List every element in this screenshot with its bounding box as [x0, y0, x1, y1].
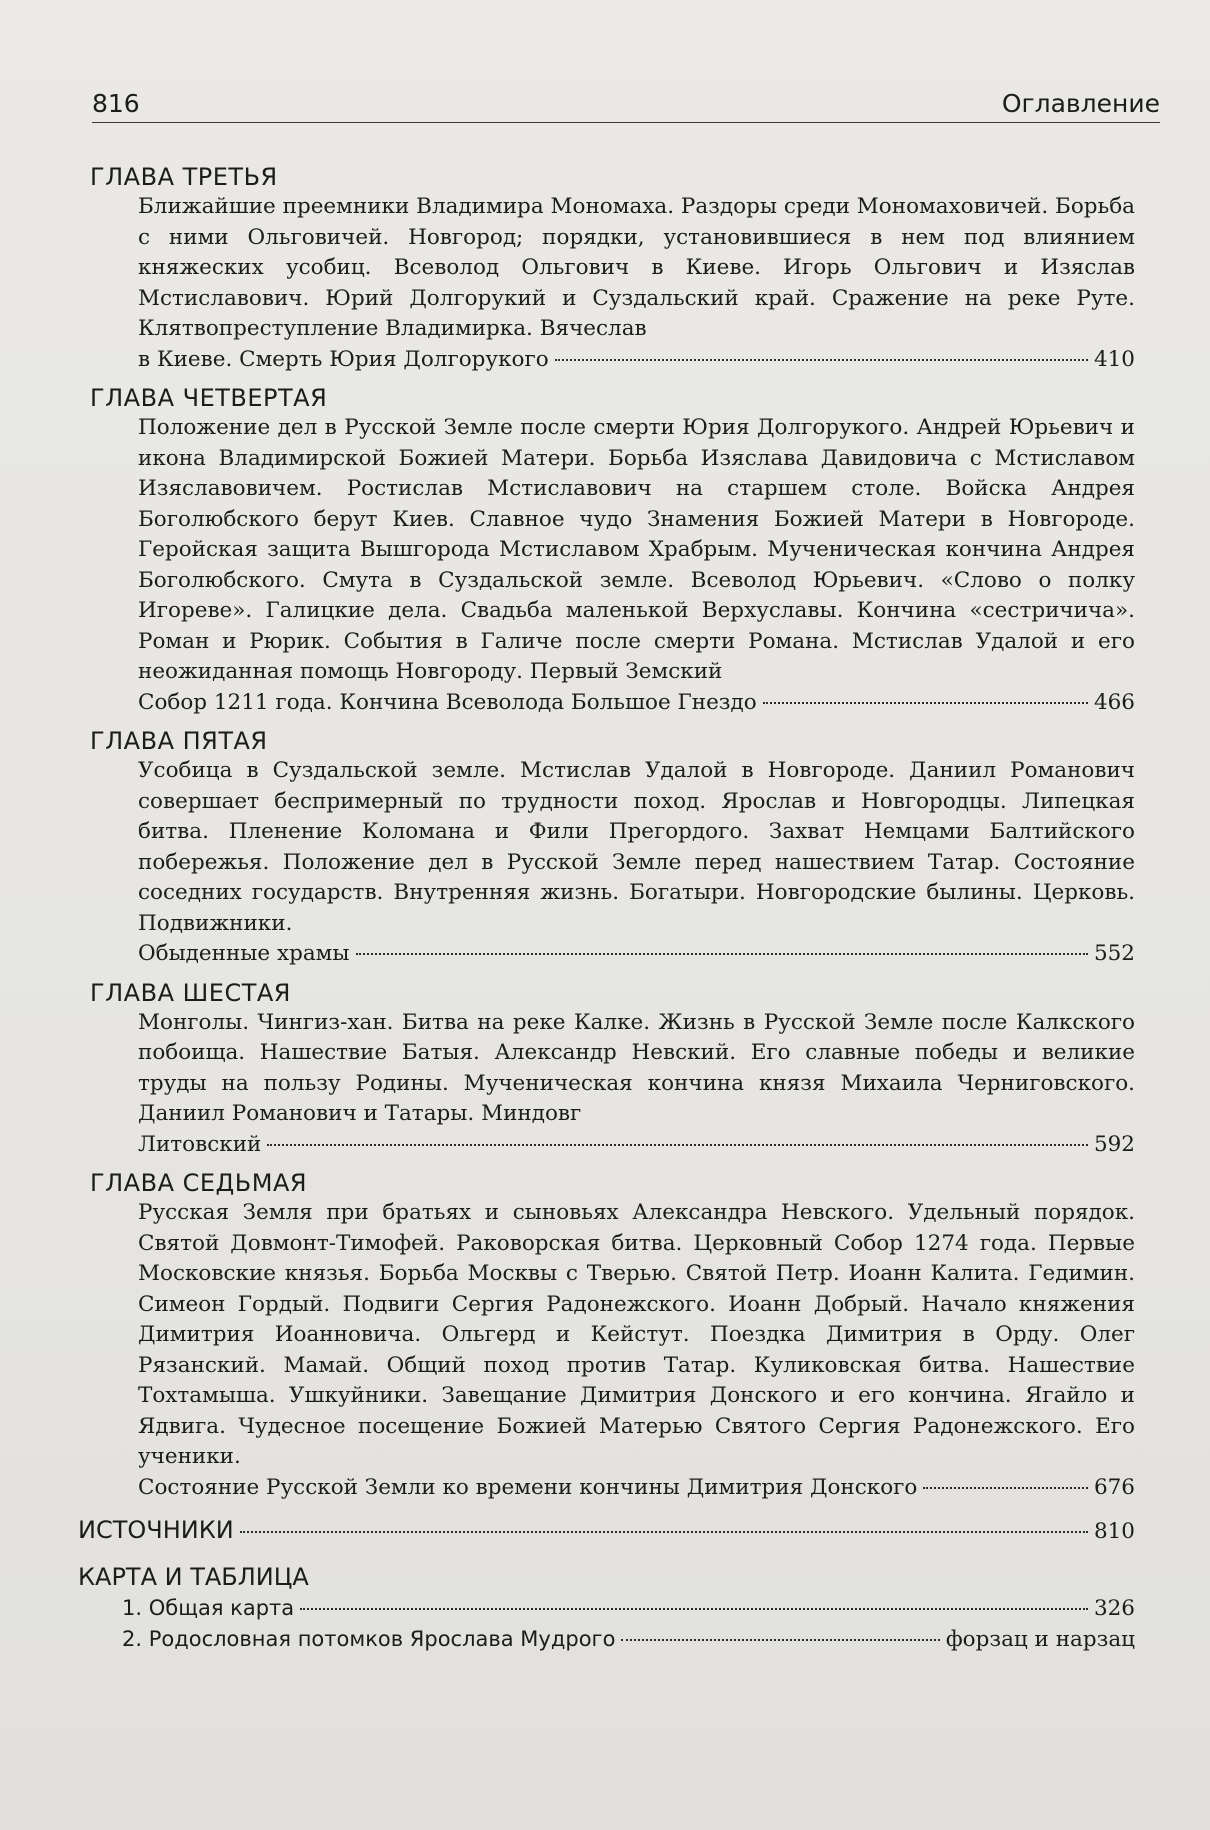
maps-item-genealogy [122, 1624, 1135, 1655]
chapter-entry-line [138, 939, 1135, 970]
chapter-summary-text: Положение дел в Русской Земле после смерти Юрия Долгорукого. Андрей Юрьевич и икона Владимирской Божией Матери. Борьба Изяслава Давидовича с Мстиславом Изяславовичем. Ростислав Мстиславович на старшем столе. Войска Андрея Боголюбского берут Киев. Славное чудо Знамения Божией Матери в Новгороде. Геройская защита Вышгорода Мстиславом Храбрым. Мученическая кончина Андрея Боголюбского. Смута в Суздальской земле. Всеволод Юрьевич. «Слово о полку Игореве». Галицкие дела. Свадьба маленькой Верхуславы. Кончина «сестричича». Роман и Рюрик. События в Галиче после смерти Романа. Мстислав Удалой и его неожиданная помощь Новгороду. Первый Земский [138, 415, 1135, 684]
maps-item-label: 1. Общая карта [122, 1596, 295, 1620]
chapter-title: ГЛАВА ТРЕТЬЯ [90, 163, 278, 191]
chapter-page-number: 592 [1093, 1131, 1135, 1157]
toc-chapter-6 [74, 978, 1145, 1161]
dot-leader [300, 1608, 1088, 1610]
chapter-title: ГЛАВА СЕДЬМАЯ [90, 1169, 308, 1197]
maps-item-general-map [122, 1593, 1135, 1624]
running-title: Оглавление [1001, 89, 1160, 118]
chapter-page-number: 466 [1093, 689, 1135, 715]
page-header [92, 72, 1160, 123]
dot-leader [555, 359, 1088, 361]
chapter-summary-text: Русская Земля при братьях и сыновьях Александра Невского. Удельный порядок. Святой Довмонт-Тимофей. Раковорская битва. Церковный Собор 1274 года. Первые Московские князья. Борьба Москвы с Тверью. Святой Петр. Иоанн Калита. Гедимин. Симеон Гордый. Подвиги Сергия Радонежского. Иоанн Добрый. Начало княжения Димитрия Иоанновича. Ольгерд и Кейстут. Поездка Димитрия в Орду. Олег Рязанский. Мамай. Общий поход против Татар. Куликовская битва. Нашествие Тохтамыша. Ушкуйники. Завещание Димитрия Донского и его кончина. Ягайло и Ядвига. Чудесное посещение Божией Матерью Святого Сергия Радонежского. Его ученики. [138, 1200, 1135, 1469]
table-of-contents [74, 162, 1145, 1655]
chapter-summary [138, 1198, 1135, 1503]
chapter-summary [138, 413, 1135, 718]
chapter-title: ГЛАВА ПЯТАЯ [90, 727, 268, 755]
toc-chapter-7 [74, 1168, 1145, 1503]
maps-item-label: 2. Родословная потомков Ярослава Мудрого [122, 1627, 616, 1651]
dot-leader [621, 1639, 939, 1641]
chapter-summary-last-line: в Киеве. Смерть Юрия Долгорукого [138, 346, 549, 372]
chapter-summary-text: Монголы. Чингиз-хан. Битва на реке Калке. Жизнь в Русской Земле после Калкского побоища. Нашествие Батыя. Александр Невский. Его славные победы и великие труды на пользу Родины. Мученическая кончина князя Михаила Черниговского. Даниил Романович и Татары. Миндовг [138, 1009, 1135, 1126]
chapter-summary-text: Ближайшие преемники Владимира Мономаха. Раздоры среди Мономаховичей. Борьба с ними Ольговичей. Новгород; порядки, установившиеся в нем под влиянием княжеских усобиц. Всеволод Ольгович в Киеве. Игорь Ольгович и Изяслав Мстиславович. Юрий Долгорукий и Суздальский край. Сражение на реке Руте. Клятвопреступление Владимирка. Вячеслав [138, 194, 1135, 341]
chapter-summary-text: Усобица в Суздальской земле. Мстислав Удалой в Новгороде. Даниил Романович совершает беспримерный по трудности поход. Ярослав и Новгородцы. Липецкая битва. Пленение Коломана и Фили Прегордого. Захват Немцами Балтийского побережья. Положение дел в Русской Земле перед нашествием Татар. Состояние соседних государств. Внутренняя жизнь. Богатыри. Новгородские былины. Церковь. Подвижники. [138, 758, 1135, 936]
toc-sources-entry [78, 1513, 1135, 1549]
dot-leader [356, 953, 1088, 955]
chapter-summary-last-line: Собор 1211 года. Кончина Всеволода Большое Гнездо [138, 689, 757, 715]
maps-section-title: КАРТА И ТАБЛИЦА [78, 1563, 309, 1591]
chapter-entry-line [138, 688, 1135, 719]
toc-chapter-4 [74, 383, 1145, 718]
dot-leader [763, 702, 1088, 704]
chapter-title: ГЛАВА ЧЕТВЕРТАЯ [90, 384, 328, 412]
dot-leader [267, 1144, 1088, 1146]
chapter-page-number: 552 [1093, 941, 1135, 966]
dot-leader [923, 1487, 1088, 1489]
chapter-entry-line [138, 345, 1135, 376]
chapter-page-number: 676 [1093, 1474, 1135, 1500]
toc-chapter-5 [74, 726, 1145, 970]
chapter-entry-line [138, 1130, 1135, 1161]
sources-title: ИСТОЧНИКИ [78, 1516, 234, 1544]
chapter-summary [138, 756, 1135, 970]
maps-item-page: 326 [1093, 1596, 1135, 1621]
sources-page-number: 810 [1093, 1519, 1135, 1544]
chapter-summary-last-line: Состояние Русской Земли ко времени кончины Димитрия Донского [138, 1474, 918, 1500]
toc-chapter-3 [74, 162, 1145, 375]
dot-leader [240, 1531, 1088, 1533]
chapter-entry-line [138, 1473, 1135, 1504]
chapter-title: ГЛАВА ШЕСТАЯ [90, 978, 291, 1007]
chapter-page-number: 410 [1093, 346, 1135, 372]
chapter-summary-last-line: Литовский [138, 1131, 262, 1157]
chapter-summary [138, 192, 1135, 375]
chapter-summary [138, 1008, 1135, 1161]
maps-item-page: форзац и нарзац [945, 1627, 1135, 1652]
page-number: 816 [92, 89, 140, 118]
chapter-summary-last-line: Обыденные храмы [138, 941, 350, 966]
